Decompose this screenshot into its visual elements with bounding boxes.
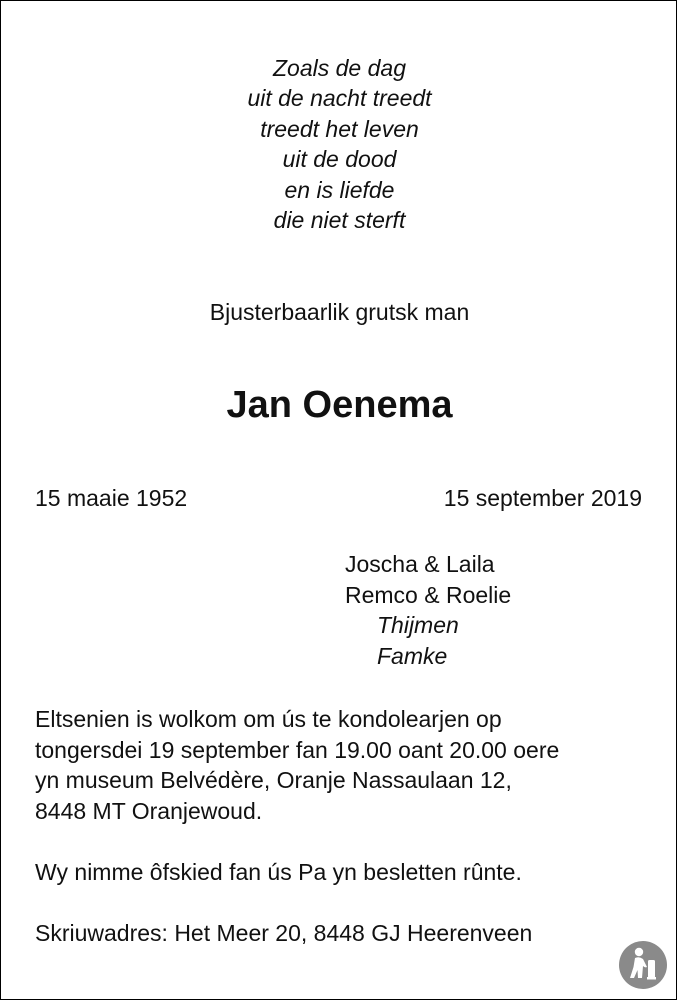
- poem-line: die niet sterft: [273, 207, 406, 234]
- condolence-notice: [35, 704, 655, 826]
- family-member: Joscha & Laila: [345, 551, 495, 577]
- condolence-line: 8448 MT Oranjewoud.: [35, 797, 263, 824]
- mailing-address: Skriuwadres: Het Meer 20, 8448 GJ Heerenveen: [35, 920, 533, 946]
- condolence-line: tongersdei 19 september fan 19.00 oant 20.00 oere: [35, 736, 560, 763]
- death-date: 15 september 2019: [443, 485, 642, 511]
- poem-line: treedt het leven: [260, 115, 419, 142]
- intro-text: Bjusterbaarlik grutsk man: [209, 299, 470, 325]
- birth-date: 15 maaie 1952: [35, 485, 188, 511]
- condolence-line: yn museum Belvédère, Oranje Nassaulaan 12,: [35, 767, 512, 793]
- poem-line: uit de nacht treedt: [247, 85, 432, 112]
- family-list: [345, 549, 511, 671]
- mourning-figure-icon: [618, 940, 668, 990]
- grandchild: Thijmen: [377, 612, 459, 638]
- condolence-line: Eltsenien is wolkom om ús te kondolearjen op: [35, 706, 502, 732]
- grandchild: Famke: [377, 642, 448, 669]
- poem-line: en is liefde: [284, 176, 395, 203]
- farewell-text: Wy nimme ôfskied fan ús Pa yn besletten rûnte.: [35, 859, 522, 885]
- poem-line: Zoals de dag: [273, 55, 406, 81]
- poem-line: uit de dood: [282, 146, 397, 173]
- poem: [1, 53, 677, 235]
- deceased-name: Jan Oenema: [226, 384, 453, 426]
- family-member: Remco & Roelie: [345, 581, 512, 608]
